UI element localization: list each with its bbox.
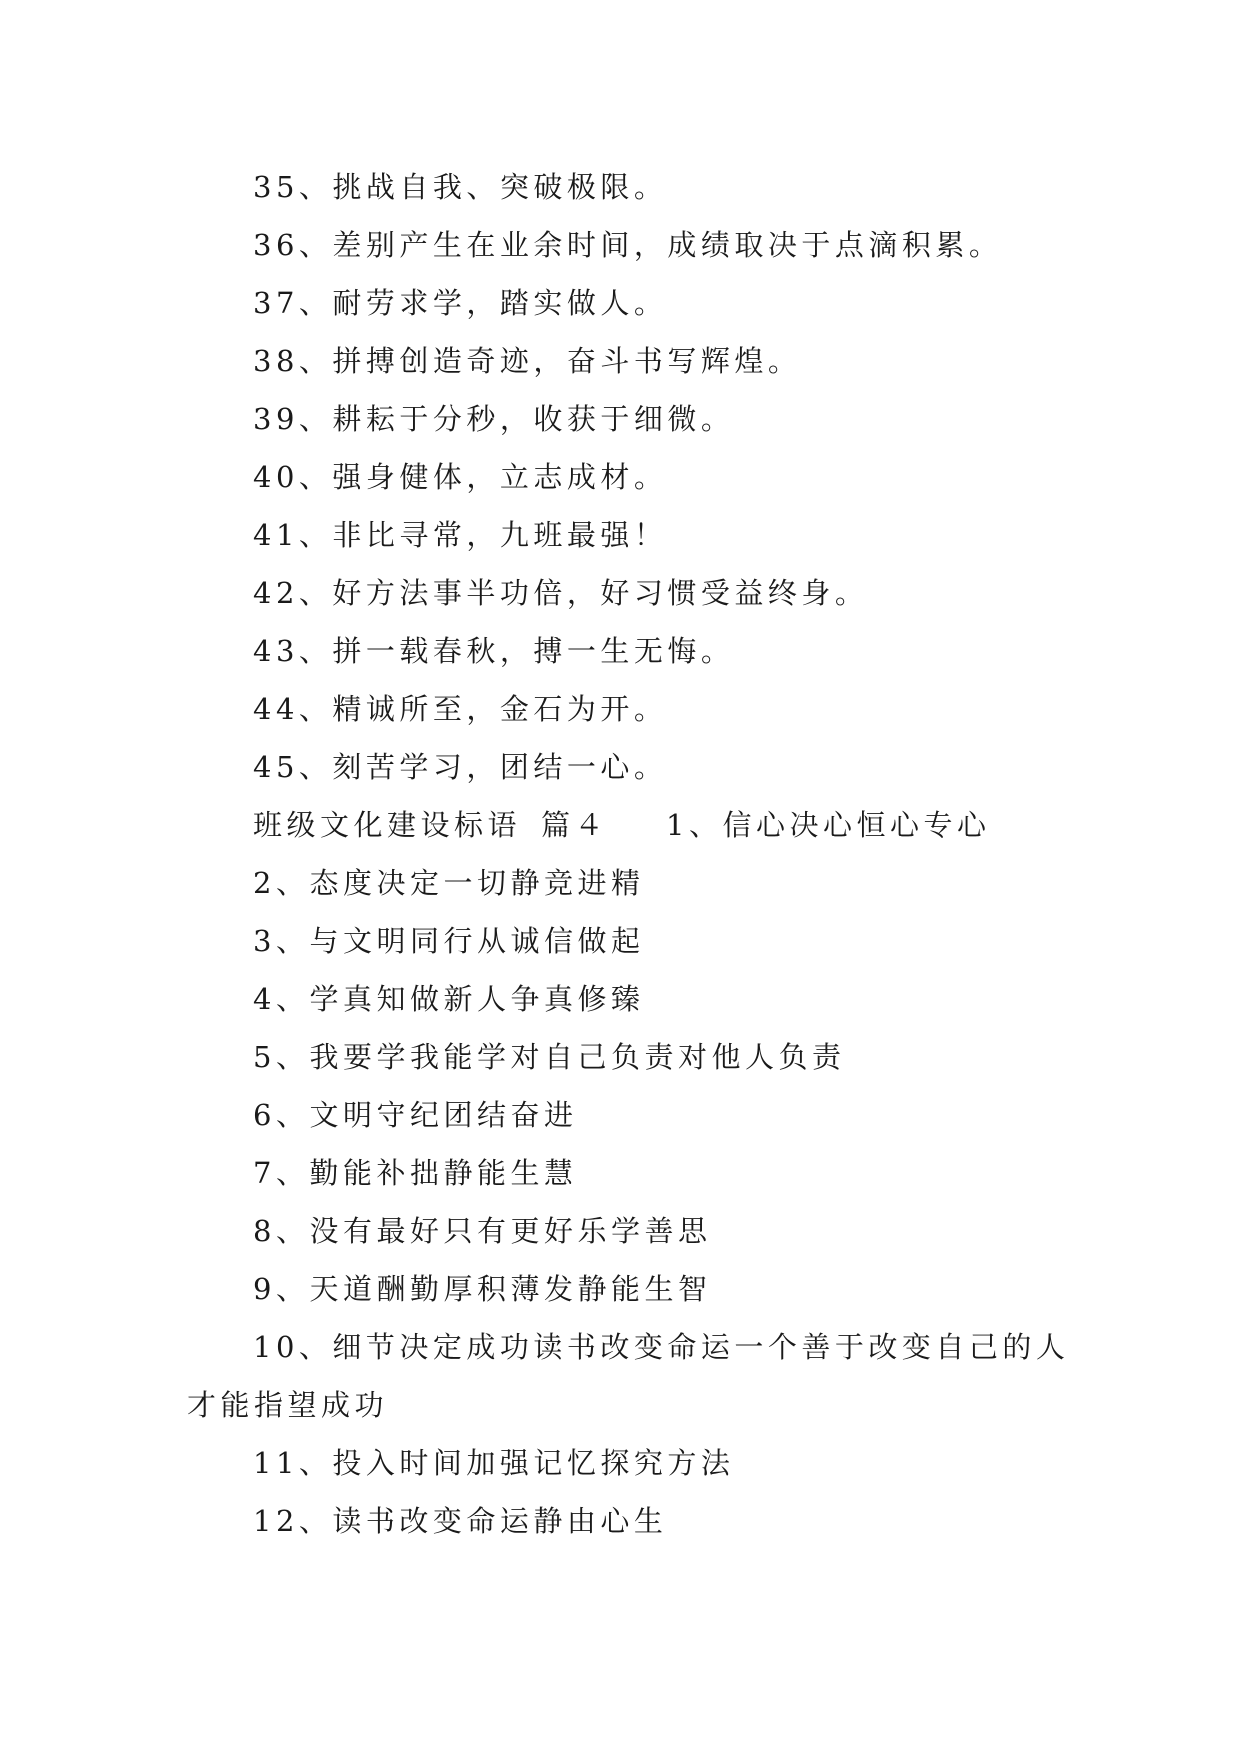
list-item: 2、态度决定一切静竞进精 bbox=[253, 866, 645, 900]
list-item: 41、非比寻常，九班最强！ bbox=[253, 518, 668, 552]
list-item: 38、拼搏创造奇迹，奋斗书写辉煌。 bbox=[253, 344, 802, 378]
list-item: 39、耕耘于分秒，收获于细微。 bbox=[253, 402, 735, 436]
slogan-list bbox=[187, 158, 1070, 1550]
list-item: 42、好方法事半功倍，好习惯受益终身。 bbox=[253, 576, 869, 610]
list-item: 4、学真知做新人争真修臻 bbox=[253, 982, 645, 1016]
list-item: 3、与文明同行从诚信做起 bbox=[253, 924, 645, 958]
list-item: 36、差别产生在业余时间，成绩取决于点滴积累。 bbox=[253, 228, 1003, 262]
section-part: 篇４ bbox=[541, 808, 609, 842]
list-item: 7、勤能补拙静能生慧 bbox=[253, 1156, 578, 1190]
list-item: 5、我要学我能学对自己负责对他人负责 bbox=[253, 1040, 846, 1074]
list-item: 37、耐劳求学，踏实做人。 bbox=[253, 286, 668, 320]
list-item: 8、没有最好只有更好乐学善思 bbox=[253, 1214, 712, 1248]
list-item: 40、强身健体，立志成材。 bbox=[253, 460, 668, 494]
list-item: 45、刻苦学习，团结一心。 bbox=[253, 750, 668, 784]
list-item: 43、拼一载春秋，搏一生无悔。 bbox=[253, 634, 735, 668]
list-item: 12、读书改变命运静由心生 bbox=[253, 1504, 668, 1538]
section-title: 班级文化建设标语 bbox=[253, 808, 522, 842]
list-item: 44、精诚所至，金石为开。 bbox=[253, 692, 668, 726]
list-item: 10、细节决定成功读书改变命运一个善于改变自己的人 bbox=[253, 1330, 1070, 1364]
section-heading-line bbox=[187, 796, 1067, 854]
list-item: 35、挑战自我、突破极限。 bbox=[253, 170, 668, 204]
list-item: 6、文明守纪团结奋进 bbox=[253, 1098, 578, 1132]
list-item: 11、投入时间加强记忆探究方法 bbox=[253, 1446, 735, 1480]
list-item: 9、天道酬勤厚积薄发静能生智 bbox=[253, 1272, 712, 1306]
list-item: 1、信心决心恒心专心 bbox=[666, 808, 991, 842]
list-item-continuation: 才能指望成功 bbox=[187, 1388, 389, 1422]
